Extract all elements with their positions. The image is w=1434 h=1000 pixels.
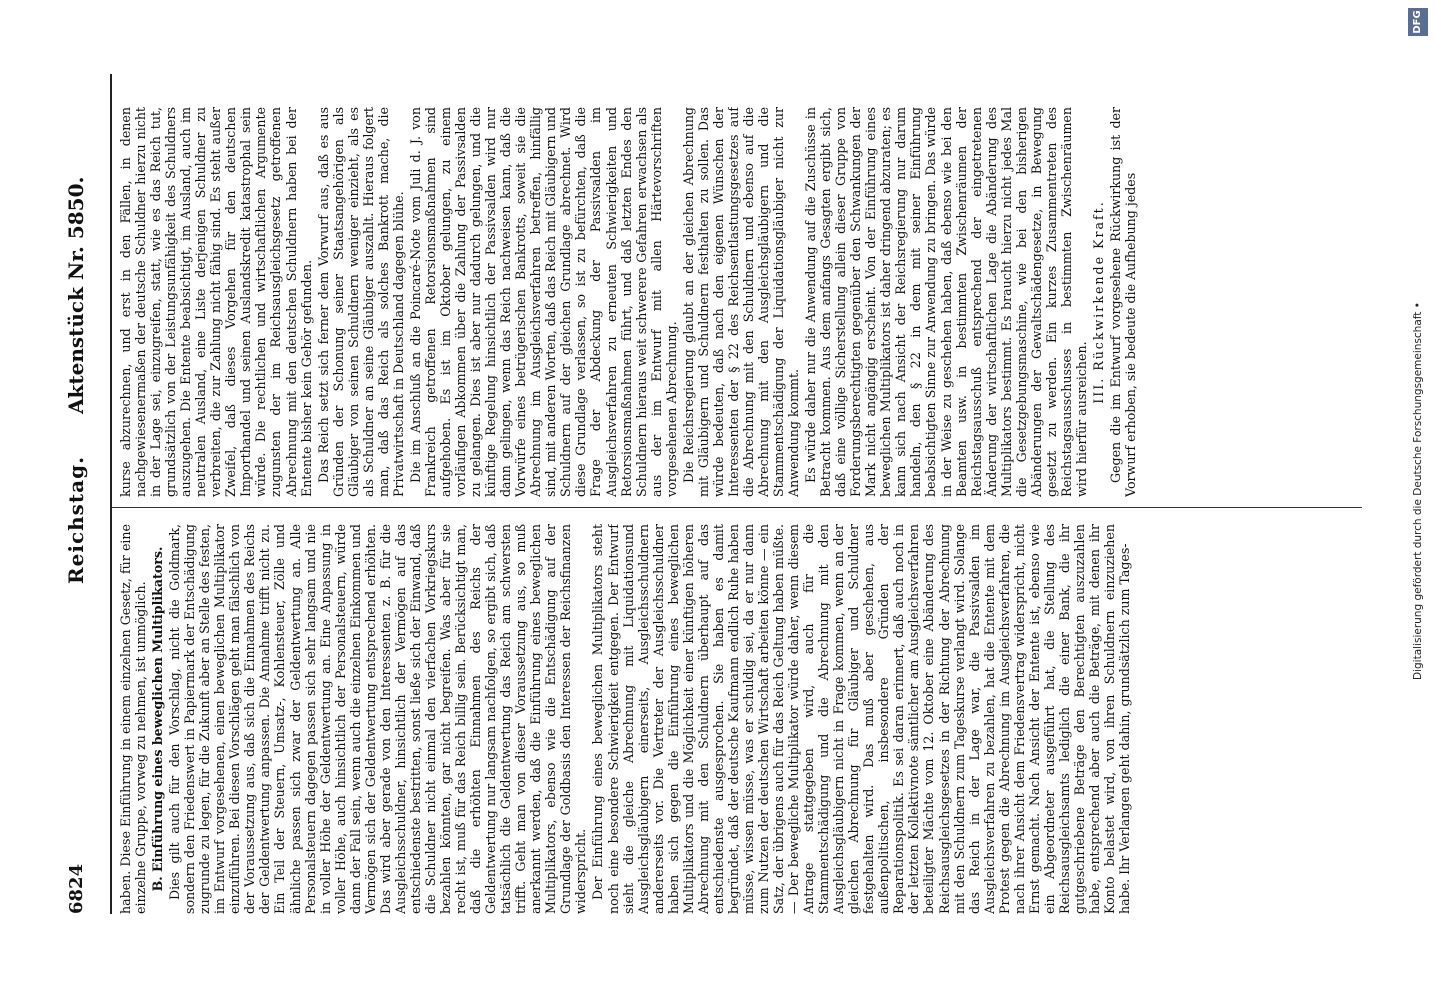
running-title: Reichstag. xyxy=(64,455,88,584)
paragraph: Gegen die im Entwurf vorgesehene Rückwirkung ist der Vorwurf erhoben, sie bedeute die Aufhebung jedes xyxy=(1108,107,1139,497)
paragraph: Die Reichsregierung glaubt an der gleichen Abrechnung mit Gläubigern und Schuldnern festhalten zu sollen. Das würde bedeuten, daß nach den eigenen Wünschen der Interessenten der § 22 des Reichsentlastungsgesetzes auf die Abrechnung mit den Schuldnern und ebenso auf die Abrechnung mit den Ausgleichsgläubigern und die Stammentschädigung der Liquidationsgläubiger nicht zur Anwendung kommt. xyxy=(680,107,802,497)
header-rule xyxy=(110,74,112,914)
right-column xyxy=(118,107,1348,497)
dfg-logo[interactable] xyxy=(1408,8,1428,36)
column-divider xyxy=(112,507,1362,508)
document-number: Aktenstück Nr. 5850. xyxy=(64,176,88,414)
section-heading-iii: III. Rückwirkende Kraft. xyxy=(1091,200,1106,404)
paragraph: Die im Anschluß an die Poincaré-Note vom Juli d. J. von Frankreich getroffenen Retorsionsmaßnahmen sind aufgehoben. Es ist im Oktober gelungen, zu einem vorläufigen Abkommen über die Zahlung der Passivsalden zu gelangen. Dies ist aber nur dadurch gelungen, und die künftige Regelung hinsichtlich der Passivsalden wird nur dann gelingen, wenn das Reich nachweisen kann, daß die Vorwürfe eines betrügerischen Bankrotts, soweit sie die Abrechnung im Ausgleichsverfahren betreffen, hinfällig sind, mit anderen Worten, daß das Reich mit Gläubigern und Schuldnern auf der gleichen Grundlage abrechnet. Wird diese Grundlage verlassen, so ist zu befürchten, daß die Frage der Abdeckung der Passivsalden im Ausgleichsverfahren zu erneuten Schwierigkeiten und Retorsionsmaßnahmen führt, und daß letzten Endes den Schuldnern hieraus weit schwerere Gefahren erwachsen als aus der im Entwurf mit allen Härtevorschriften vorgesehenen Abrechnung. xyxy=(407,107,679,497)
paragraph: Dies gilt auch für den Vorschlag, nicht die Goldmark, sondern den Friedenswert in Papiermark der Entschädigung zugrunde zu legen, für die Zukunft aber an Stelle des festen, im Entwurf vorgesehenen, einen beweglichen Multiplikator einzuführen. Bei diesen Vorschlägen geht man fälschlich von der Voraussetzung aus, daß sich die Einnahmen des Reichs der Geldentwertung anpassen. Die Annahme trifft nicht zu. Ein Teil der Steuern, Umsatz-, Kohlensteuer, Zölle und ähnliche passen sich zwar der Geldentwertung an. Alle Personalsteuern dagegen passen sich sehr langsam und nie in voller Höhe der Geldentwertung an. Eine Anpassung in voller Höhe, auch hinsichtlich der Personalsteuern, würde dann der Fall sein, wenn auch die einzelnen Einkommen und Vermögen sich der Geldentwertung entsprechend erhöhten. Das wird aber gerade von den Interessenten z. B. für die Ausgleichsschuldner, hinsichtlich der Vermögen auf das entschiedenste bestritten, sonst ließe sich der Einwand, daß die Schuldner nicht einmal den vierfachen Vorkriegskurs bezahlen könnten, gar nicht begreifen. Was aber für sie recht ist, muß für das Reich billig sein. Berücksichtigt man, daß die erhöhten Einnahmen des Reichs der Geldentwertung nur langsam nachfolgen, so ergibt sich, daß tatsächlich die Geldentwertung das Reich am schwersten trifft. Geht man von dieser Voraussetzung aus, so muß anerkannt werden, daß die Einführung eines beweglichen Multiplikators, ebenso wie die Entschädigung auf der Grundlage der Goldbasis den Interessen der Reichsfinanzen widerspricht. xyxy=(167,524,589,914)
left-column xyxy=(118,524,1348,914)
page-header xyxy=(60,14,100,914)
digitization-credit xyxy=(1408,40,1428,1000)
dfg-logo-text: DFG xyxy=(1412,10,1423,34)
section-heading-b: B. Einführung eines beweglichen Multiplikators. xyxy=(150,546,166,892)
paragraph: Der Einführung eines beweglichen Multiplikators steht noch eine besondere Schwierigkeit entgegen. Der Entwurf sieht die gleiche Abrechnung mit Liquidationsund Ausgleichsgläubigern einerseits, Ausgleichsschuldnern andererseits vor. Die Vertreter der Ausgleichsschuldner haben sich gegen die Einführung eines beweglichen Multiplikators und die Möglichkeit einer künftigen höheren Abrechnung mit den Schuldnern überhaupt auf das entschiedenste ausgesprochen. Sie haben es damit begründet, daß der deutsche Kaufmann endlich Ruhe haben müsse, wissen müsse, was er schuldig sei, da er nur dann zum Nutzen der deutschen Wirtschaft arbeiten könne — ein Satz, der übrigens auch für das Reich Geltung haben müßte. — Der bewegliche Multiplikator würde daher, wenn diesem Antrage stattgegeben wird, auch für die Stammentschädigung und die Abrechnung mit den Ausgleichsgläubigern nicht in Frage kommen, wenn an der gleichen Abrechnung für Gläubiger und Schuldner festgehalten wird. Das muß aber geschehen, aus außenpolitischen, insbesondere Gründen der Reparationspolitik. Es sei daran erinnert, daß auch noch in der letzten Kollektivnote sämtlicher am Ausgleichsverfahren beteiligter Mächte vom 12. Oktober eine Abänderung des Reichsausgleichsgesetzes in der Richtung der Abrechnung mit den Schuldnern zum Tageskurse verlangt wird. Solange das Reich in der Lage war, die Passivsalden im Ausgleichsverfahren zu bezahlen, hat die Entente mit dem Protest gegen die Abrechnung im Ausgleichsverfahren, die nach ihrer Ansicht dem Friedensvertrag widerspricht, nicht Ernst gemacht. Nach Ansicht der Entente ist, ebenso wie ein Abgeordneter ausgeführt hat, die Stellung des Reichsausgleichsamts lediglich die einer Bank, die ihr gutgeschriebene Beträge den Berechtigten auszuzahlen habe, entsprechend aber auch die Beträge, mit denen ihr Konto belastet wird, von ihren Schuldnern einzuziehen habe. Ihr Verlangen geht dahin, grundsätzlich zum Tages- xyxy=(590,524,1133,914)
paragraph: kurse abzurechnen, und erst in den Fällen, in denen nachgewiesenermaßen der deutsche Schuldner hierzu nicht in der Lage sei, einzugreifen, statt, wie es das Reich tut, grundsätzlich von der Leistungsunfähigkeit des Schuldners auszugehen. Die Entente beabsichtigt, im Ausland, auch im neutralen Ausland, eine Liste derjenigen Schuldner zu verbreiten, die zur Zahlung nicht fähig sind. Es steht außer Zweifel, daß dieses Vorgehen für den deutschen Importhandel und seinen Auslandskredit katastrophal sein würde. Die rechtlichen und wirtschaftlichen Argumente zugunsten der im Reichsausgleichsgesetz getroffenen Abrechnung mit den deutschen Schuldnern haben bei der Entente bisher kein Gehör gefunden. xyxy=(118,107,314,497)
credit-text: Digitalisierung gefördert durch die Deutsche Forschungsgemeinschaft • xyxy=(1412,302,1424,680)
paragraph: Das Reich setzt sich ferner dem Vorwurf aus, daß es aus Gründen der Schonung seiner Staatsangehörigen als Gläubiger von seinen Schuldnern weniger einzieht, als es als Schuldner an seine Gläubiger auszahlt. Hieraus folgert man, daß das Reich als solches Bankrott mache, die Privatwirtschaft in Deutschland dagegen blühe. xyxy=(315,107,406,497)
page-number: 6824 xyxy=(66,863,87,914)
paragraph: Es würde daher nur die Anwendung auf die Zuschüsse in Betracht kommen. Aus dem anfangs Gesagten ergibt sich, daß eine völlige Sicherstellung allein dieser Gruppe von Forderungsberechtigten gegenüber den Schwankungen der Mark nicht angängig erscheint. Von der Einführung eines beweglichen Multiplikators ist daher dringend abzuraten; es kann sich nach Ansicht der Reichsregierung nur darum handeln, den § 22 in dem mit seiner Einführung beabsichtigten Sinne zur Anwendung zu bringen. Das würde in der Weise zu geschehen haben, daß ebenso wie bei den Beamten usw. in bestimmten Zwischenräumen der Reichstagsausschuß entsprechend der eingetretenen Änderung der wirtschaftlichen Lage die Abänderung des Multiplikators bestimmt. Es braucht hierzu nicht jedes Mal die Gesetzgebungsmaschine, wie bei den bisherigen Abänderungen der Gewaltschädengesetze, in Bewegung gesetzt zu werden. Ein kurzes Zusammentreten des Reichstagsausschusses in bestimmten Zwischenräumen wird hierfür ausreichen. xyxy=(803,107,1089,497)
paragraph: haben. Diese Einführung in einem einzelnen Gesetz, für eine einzelne Gruppe, vorweg zu nehmen, ist unmöglich. xyxy=(118,524,149,914)
